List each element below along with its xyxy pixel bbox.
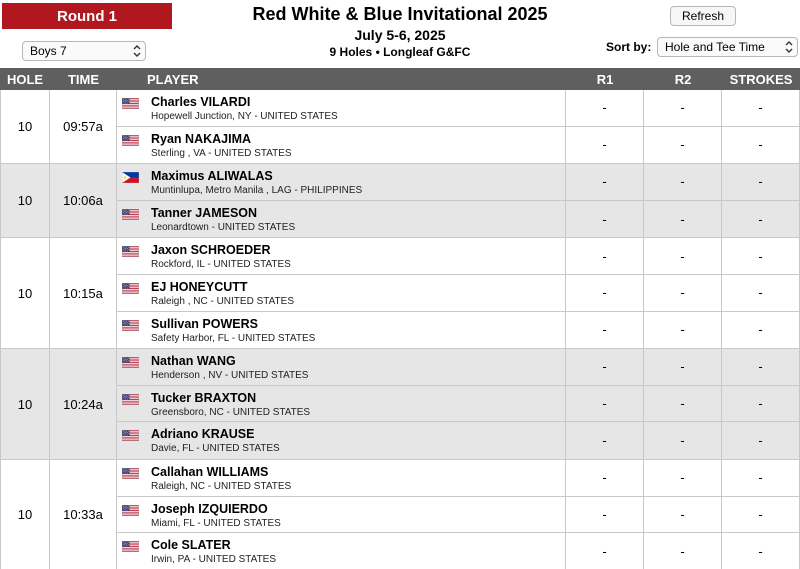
- us-flag-icon: [122, 96, 139, 107]
- hole-cell: 10: [0, 349, 50, 459]
- player-location: Sterling , VA - UNITED STATES: [151, 147, 292, 159]
- player-cell: [117, 312, 566, 349]
- table-row[interactable]: [117, 422, 800, 459]
- table-row[interactable]: [117, 312, 800, 349]
- player-cell: [117, 349, 566, 385]
- player-rows: [117, 164, 800, 237]
- tee-time-group: [0, 460, 800, 569]
- player-location: Rockford, IL - UNITED STATES: [151, 259, 291, 271]
- tee-time-cell: 10:33a: [50, 460, 117, 569]
- strokes-score: -: [722, 497, 800, 533]
- player-location: Henderson , NV - UNITED STATES: [151, 370, 309, 382]
- table-row[interactable]: [117, 127, 800, 164]
- player-rows: [117, 349, 800, 459]
- ph-flag-icon: [122, 170, 139, 181]
- player-name[interactable]: Joseph IZQUIERDO: [151, 501, 268, 516]
- chevron-updown-icon: [785, 40, 793, 54]
- r1-score: -: [566, 238, 644, 274]
- division-select[interactable]: [22, 41, 146, 61]
- r1-score: -: [566, 275, 644, 311]
- r2-score: -: [644, 312, 722, 349]
- strokes-score: -: [722, 312, 800, 349]
- col-r2: R2: [674, 71, 692, 87]
- r1-score: -: [566, 90, 644, 126]
- player-location: Safety Harbor, FL - UNITED STATES: [151, 332, 316, 344]
- r1-score: -: [566, 349, 644, 385]
- player-name[interactable]: Sullivan POWERS: [151, 316, 258, 331]
- tee-time-group: [0, 90, 800, 164]
- player-location: Miami, FL - UNITED STATES: [151, 517, 281, 529]
- tee-time-group: [0, 238, 800, 349]
- strokes-score: -: [722, 349, 800, 385]
- player-name[interactable]: Jaxon SCHROEDER: [151, 243, 271, 258]
- table-row[interactable]: [117, 238, 800, 275]
- player-name[interactable]: Tucker BRAXTON: [151, 390, 257, 405]
- player-cell: [117, 460, 566, 496]
- table-row[interactable]: [117, 533, 800, 569]
- r1-score: -: [566, 312, 644, 349]
- r1-score: -: [566, 164, 644, 200]
- tee-time-cell: 10:06a: [50, 164, 117, 237]
- us-flag-icon: [122, 133, 139, 144]
- player-location: Davie, FL - UNITED STATES: [151, 443, 280, 455]
- col-r1: R1: [596, 71, 614, 87]
- chevron-updown-icon: [133, 44, 141, 58]
- player-cell: [117, 275, 566, 311]
- sort-select-value: Hole and Tee Time: [665, 40, 765, 54]
- player-name[interactable]: Ryan NAKAJIMA: [151, 131, 252, 146]
- tee-time-cell: 10:15a: [50, 238, 117, 348]
- r2-score: -: [644, 275, 722, 311]
- player-location: Irwin, PA - UNITED STATES: [151, 554, 277, 566]
- player-cell: [117, 90, 566, 126]
- player-location: Leonardtown - UNITED STATES: [151, 221, 296, 233]
- table-row[interactable]: [117, 275, 800, 312]
- event-venue: 9 Holes • Longleaf G&FC: [329, 45, 471, 59]
- r2-score: -: [644, 386, 722, 422]
- strokes-score: -: [722, 275, 800, 311]
- r2-score: -: [644, 127, 722, 164]
- tee-time-cell: 09:57a: [50, 90, 117, 163]
- r1-score: -: [566, 127, 644, 164]
- us-flag-icon: [122, 392, 139, 403]
- player-name[interactable]: EJ HONEYCUTT: [151, 279, 248, 294]
- r2-score: -: [644, 497, 722, 533]
- table-row[interactable]: [117, 349, 800, 386]
- r2-score: -: [644, 533, 722, 569]
- table-row[interactable]: [117, 386, 800, 423]
- page-title: Red White & Blue Invitational 2025: [252, 4, 548, 24]
- table-body: [0, 90, 800, 569]
- table-row[interactable]: [117, 460, 800, 497]
- player-name[interactable]: Tanner JAMESON: [151, 205, 258, 220]
- division-select-value: Boys 7: [30, 44, 67, 58]
- tee-times-table: [0, 68, 800, 569]
- us-flag-icon: [122, 281, 139, 292]
- refresh-button[interactable]: Refresh: [670, 6, 736, 26]
- col-time: TIME: [67, 71, 100, 87]
- strokes-score: -: [722, 127, 800, 164]
- col-hole: HOLE: [6, 71, 44, 87]
- table-row[interactable]: [117, 90, 800, 127]
- table-row[interactable]: [117, 201, 800, 238]
- r1-score: -: [566, 201, 644, 238]
- us-flag-icon: [122, 503, 139, 514]
- tee-time-group: [0, 349, 800, 460]
- strokes-score: -: [722, 422, 800, 459]
- hole-cell: 10: [0, 238, 50, 348]
- player-cell: [117, 238, 566, 274]
- player-rows: [117, 90, 800, 163]
- player-cell: [117, 201, 566, 238]
- us-flag-icon: [122, 207, 139, 218]
- player-rows: [117, 238, 800, 348]
- sort-select[interactable]: [657, 37, 798, 57]
- tee-time-group: [0, 164, 800, 238]
- col-player: PLAYER: [147, 71, 199, 87]
- hole-cell: 10: [0, 460, 50, 569]
- player-location: Raleigh, NC - UNITED STATES: [151, 480, 292, 492]
- strokes-score: -: [722, 386, 800, 422]
- player-location: Raleigh , NC - UNITED STATES: [151, 295, 294, 307]
- table-row[interactable]: [117, 497, 800, 534]
- player-cell: [117, 386, 566, 422]
- us-flag-icon: [122, 355, 139, 366]
- round-badge: Round 1: [2, 3, 172, 29]
- us-flag-icon: [122, 466, 139, 477]
- player-cell: [117, 497, 566, 533]
- us-flag-icon: [122, 318, 139, 329]
- player-cell: [117, 164, 566, 200]
- player-cell: [117, 127, 566, 164]
- us-flag-icon: [122, 428, 139, 439]
- r2-score: -: [644, 238, 722, 274]
- hole-cell: 10: [0, 164, 50, 237]
- player-location: Muntinlupa, Metro Manila , LAG - PHILIPPINES: [151, 185, 363, 197]
- strokes-score: -: [722, 238, 800, 274]
- strokes-score: -: [722, 460, 800, 496]
- player-cell: [117, 422, 566, 459]
- strokes-score: -: [722, 201, 800, 238]
- r1-score: -: [566, 497, 644, 533]
- r1-score: -: [566, 533, 644, 569]
- table-header: [0, 68, 800, 90]
- player-rows: [117, 460, 800, 569]
- r2-score: -: [644, 349, 722, 385]
- player-name[interactable]: Nathan WANG: [151, 354, 236, 369]
- r1-score: -: [566, 460, 644, 496]
- table-row[interactable]: [117, 164, 800, 201]
- player-cell: [117, 533, 566, 569]
- us-flag-icon: [122, 539, 139, 550]
- r2-score: -: [644, 422, 722, 459]
- r2-score: -: [644, 164, 722, 200]
- player-name[interactable]: Adriano KRAUSE: [151, 427, 255, 442]
- event-dates: July 5-6, 2025: [354, 27, 446, 43]
- col-strokes: STROKES: [729, 71, 793, 87]
- r1-score: -: [566, 422, 644, 459]
- strokes-score: -: [722, 90, 800, 126]
- r2-score: -: [644, 201, 722, 238]
- r2-score: -: [644, 90, 722, 126]
- sort-label: Sort by:: [606, 40, 652, 54]
- tee-time-cell: 10:24a: [50, 349, 117, 459]
- player-name[interactable]: Cole SLATER: [151, 538, 231, 553]
- hole-cell: 10: [0, 90, 50, 163]
- player-name[interactable]: Charles VILARDI: [151, 95, 251, 109]
- us-flag-icon: [122, 244, 139, 255]
- r1-score: -: [566, 386, 644, 422]
- player-location: Hopewell Junction, NY - UNITED STATES: [151, 111, 338, 122]
- r2-score: -: [644, 460, 722, 496]
- player-name[interactable]: Callahan WILLIAMS: [151, 464, 269, 479]
- strokes-score: -: [722, 164, 800, 200]
- strokes-score: -: [722, 533, 800, 569]
- player-location: Greensboro, NC - UNITED STATES: [151, 406, 311, 418]
- player-name[interactable]: Maximus ALIWALAS: [151, 169, 273, 184]
